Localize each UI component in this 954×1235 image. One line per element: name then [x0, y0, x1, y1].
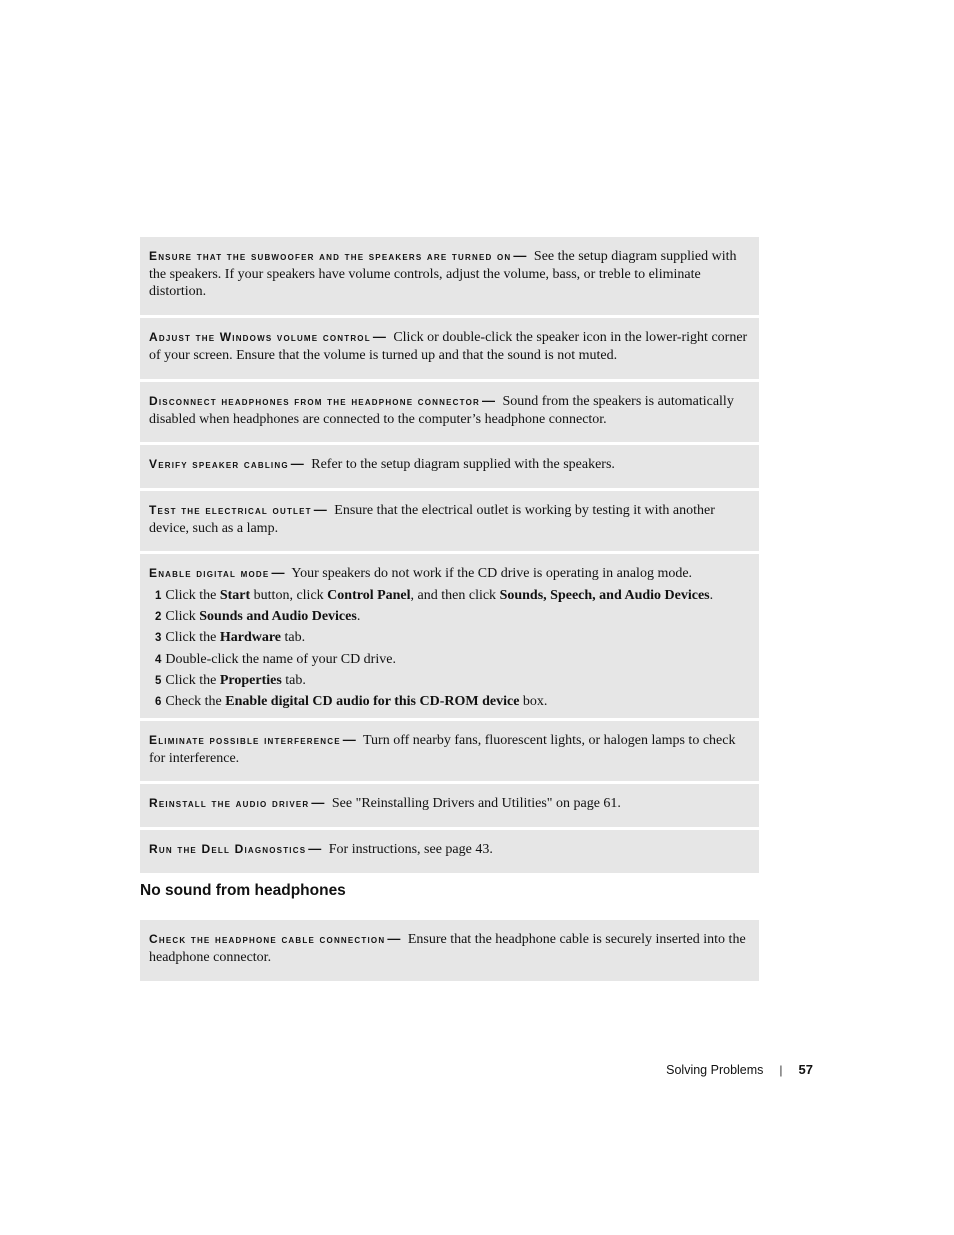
footer-separator: | [779, 1062, 783, 1077]
headphone-troubleshooting-tips [140, 920, 759, 984]
tip-heading: Disconnect headphones from the headphone connector [149, 394, 480, 408]
step-item: 6 Check the Enable digital CD audio for this CD-ROM device box. [155, 694, 548, 710]
step-item: 1 Click the Start button, click Control Panel, and then click Sounds, Speech, and Audio Devices. [155, 587, 714, 603]
tip-dell-diagnostics: Run the Dell Diagnostics — For instructions, see page 43. [140, 830, 759, 873]
page-number: 57 [798, 1062, 813, 1077]
digital-mode-steps [149, 587, 749, 712]
tip-volume-control: Adjust the Windows volume control — Click or double-click the speaker icon in the lower-right corner of your screen. Ensure that the volume is turned up and that the sound is not muted. [140, 318, 759, 379]
tip-heading: Adjust the Windows volume control [149, 330, 371, 344]
tip-text: Ensure that the electrical outlet is working by testing it with another device, such as a lamp. [149, 503, 715, 536]
tip-heading: Eliminate possible interference [149, 733, 341, 747]
tip-heading: Check the headphone cable connection [149, 932, 386, 946]
tip-text: Turn off nearby fans, fluorescent lights, or halogen lamps to check for interference. [149, 733, 736, 766]
tip-speaker-cabling: Verify speaker cabling — Refer to the setup diagram supplied with the speakers. [140, 445, 759, 488]
tip-text: See the setup diagram supplied with the speakers. If your speakers have volume controls, adjust the volume, bass, or treble to eliminate distortion. [149, 249, 737, 299]
tip-heading: Reinstall the audio driver [149, 796, 310, 810]
tip-heading: Test the electrical outlet [149, 503, 312, 517]
tip-headphone-cable: Check the headphone cable connection — Ensure that the headphone cable is securely inserted into the headphone connector. [140, 920, 759, 981]
tip-subwoofer: Ensure that the subwoofer and the speakers are turned on — See the setup diagram supplied with the speakers. If your speakers have volume controls, adjust the volume, bass, or treble to eliminate distortion. [140, 237, 759, 315]
tip-heading: Run the Dell Diagnostics [149, 842, 307, 856]
tip-heading: Enable digital mode [149, 566, 270, 580]
step-item: 4 Double-click the name of your CD drive. [155, 651, 396, 667]
tip-text: Sound from the speakers is automatically disabled when headphones are connected to the computer’s headphone connector. [149, 394, 734, 427]
tip-text: Click or double-click the speaker icon in the lower-right corner of your screen. Ensure that the volume is turned up and that the sound is not muted. [149, 330, 748, 363]
tip-text: See "Reinstalling Drivers and Utilities" on page 61. [331, 796, 621, 811]
tip-interference: Eliminate possible interference — Turn off nearby fans, fluorescent lights, or halogen lamps to check for interference. [140, 721, 759, 781]
tip-text: For instructions, see page 43. [328, 842, 493, 857]
tip-heading: Ensure that the subwoofer and the speakers are turned on [149, 249, 512, 263]
speaker-troubleshooting-tips [140, 237, 759, 876]
step-item: 2 Click Sounds and Audio Devices. [155, 608, 361, 624]
tip-heading: Verify speaker cabling [149, 457, 289, 471]
tip-electrical-outlet: Test the electrical outlet — Ensure that the electrical outlet is working by testing it with another device, such as a lamp. [140, 491, 759, 551]
tip-text: Your speakers do not work if the CD drive is operating in analog mode. [291, 566, 693, 581]
tip-text: Refer to the setup diagram supplied with the speakers. [311, 457, 615, 472]
page-footer [666, 1062, 813, 1077]
tip-disconnect-headphones: Disconnect headphones from the headphone connector — Sound from the speakers is automatically disabled when headphones are connected to the computer’s headphone connector. [140, 382, 759, 442]
step-item: 5 Click the Properties tab. [155, 673, 306, 689]
tip-text: Ensure that the headphone cable is securely inserted into the headphone connector. [149, 932, 746, 965]
footer-section-name: Solving Problems [666, 1062, 764, 1077]
step-item: 3 Click the Hardware tab. [155, 630, 306, 646]
tip-reinstall-driver: Reinstall the audio driver — See "Reinstalling Drivers and Utilities" on page 61. [140, 784, 759, 827]
section-title: No sound from headphones [140, 882, 346, 899]
tip-digital-mode: Enable digital mode — Your speakers do not work if the CD drive is operating in analog mode. 1 Click the Start button, click Control Panel, and then click Sounds, Speech, and Audio Devices. 2 Click Sounds and Audio Devices. 3 Click the Hardware tab. 4 Double-click the name of your CD drive. 5 Click the Properties tab. 6 Check the Enable digital CD audio for this CD-ROM device box. [140, 554, 759, 718]
